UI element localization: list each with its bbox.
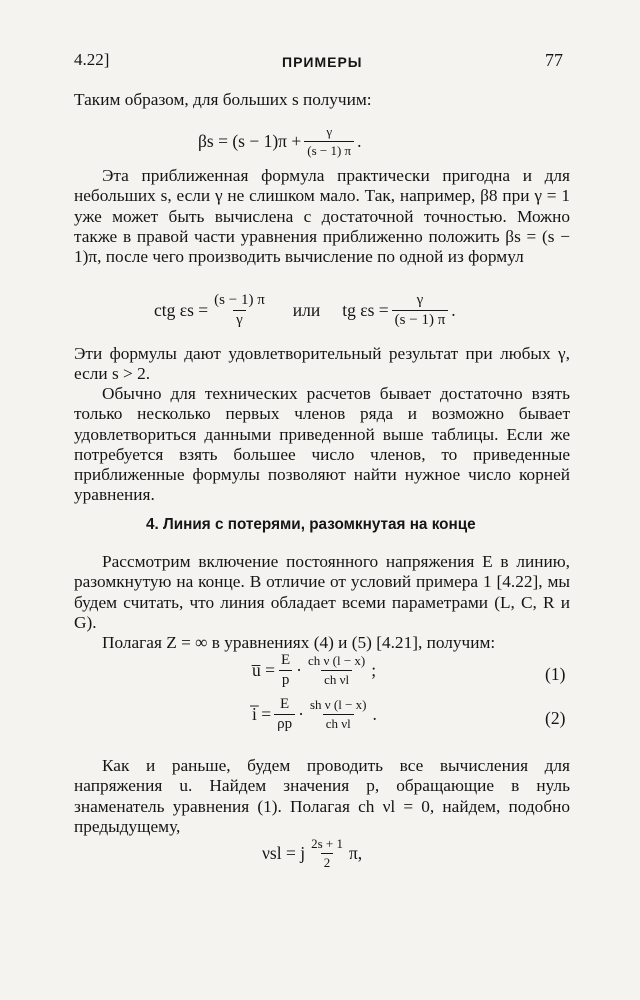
paragraph-setting-text: Полагая Z = ∞ в уравнениях (4) и (5) [4.21], получим: [102,633,496,653]
formula-ctg [154,292,456,329]
eq1-f1-den: p [279,670,293,689]
equation-2-number: (2) [545,708,566,728]
eq2-fraction-2 [307,697,370,732]
eq1-f2-den: ch νl [321,670,352,688]
formula-beta [198,124,362,159]
eq2-f1-num: E [280,696,290,712]
formula-beta-num: γ [326,124,333,139]
formula-tg-lhs: tg εs = [342,300,389,320]
intro-text: Таким образом, для больших s получим: [74,90,372,109]
eq2-f2-den: ch νl [323,714,354,732]
paragraph-approx-text: Эта приближенная формула практически пригодна и для небольших s, если γ не слишком мало. Так, например, β8 при γ = 1 уже может быть вычислена с достаточной точностью. Можно также в правой части уравнения приближенно положить βs = (s − 1)π, после чего производить вычисление по одной из формул [74,166,570,267]
eq1-fraction-2 [305,653,368,688]
formula-tg-den: (s − 1) π [392,310,449,329]
paragraph-consider-text: Рассмотрим включение постоянного напряжения E в линию, разомкнутую на конце. В отличие от условий примера 1 [4.22], мы будем считать, что линия обладает всеми параметрами (L, C, R и G). [74,552,570,632]
formula-ctg-lhs: ctg εs = [154,300,209,320]
eq1-fraction-1 [278,652,293,689]
eq1-tail: ; [371,660,377,680]
formula-beta-fraction [304,124,354,159]
equation-1-number: (1) [545,664,566,684]
paragraph-final [74,756,570,837]
eq2-dot: · [298,704,304,724]
formula-nu-tail: π, [348,843,363,863]
formula-beta-lhs: βs = (s − 1)π + [198,131,302,151]
formula-ctg-fraction [211,292,268,329]
paragraph-consider [74,552,570,653]
paragraph-result [74,344,570,385]
equation-2 [252,696,377,733]
formula-tg-num: γ [416,292,424,308]
eq1-f2-num: ch ν (l − x) [308,653,366,668]
paragraph-final-text: Как и раньше, будем проводить все вычисления для напряжения u. Найдем значения p, обращающие в нуль знаменатель уравнения (1). Полагая ch νl = 0, найдем, подобно предыдущему, [74,756,570,836]
formula-beta-den: (s − 1) π [304,141,354,159]
header-section-ref: 4.22] [74,50,110,69]
eq2-lhs: i̅ = [252,704,272,724]
header-running-title: ПРИМЕРЫ [282,54,363,70]
eq1-dot: · [296,660,302,680]
paragraph-result-text: Эти формулы дают удовлетворительный результат при любых γ, если s > 2. [74,344,570,384]
formula-nu [262,836,362,871]
eq1-f1-num: E [281,652,291,668]
formula-beta-tail: . [357,131,362,151]
formula-ctg-num: (s − 1) π [214,292,265,308]
eq2-fraction-1 [274,696,295,733]
paragraph-practice-text: Обычно для технических расчетов бывает достаточно взять только несколько первых членов ряда и возможно бывает удовлетвориться данными приведенной выше таблицы. Если же потребуется взять большее число членов, то приведенные приближенные формулы позволяют найти нужное число корней уравнения. [74,384,570,505]
formula-or: или [292,300,321,320]
formula-tg-tail: . [451,300,456,320]
eq1-lhs: u̅ = [252,660,275,680]
eq2-f1-den: ρp [274,714,295,733]
equation-1 [252,652,376,689]
paragraph-approx [74,166,570,267]
formula-nu-fraction [308,836,346,871]
formula-ctg-den: γ [233,310,246,329]
page-number: 77 [545,50,563,70]
formula-tg-fraction [392,292,449,329]
intro-line [74,90,570,110]
paragraph-practice [74,384,570,506]
formula-nu-num: 2s + 1 [311,836,343,851]
eq2-f2-num: sh ν (l − x) [309,697,367,712]
formula-nu-den: 2 [321,853,334,871]
formula-nu-lhs: νsl = j [262,843,306,863]
section-heading: 4. Линия с потерями, разомкнутая на конце [146,516,476,533]
eq2-tail: . [372,704,377,724]
